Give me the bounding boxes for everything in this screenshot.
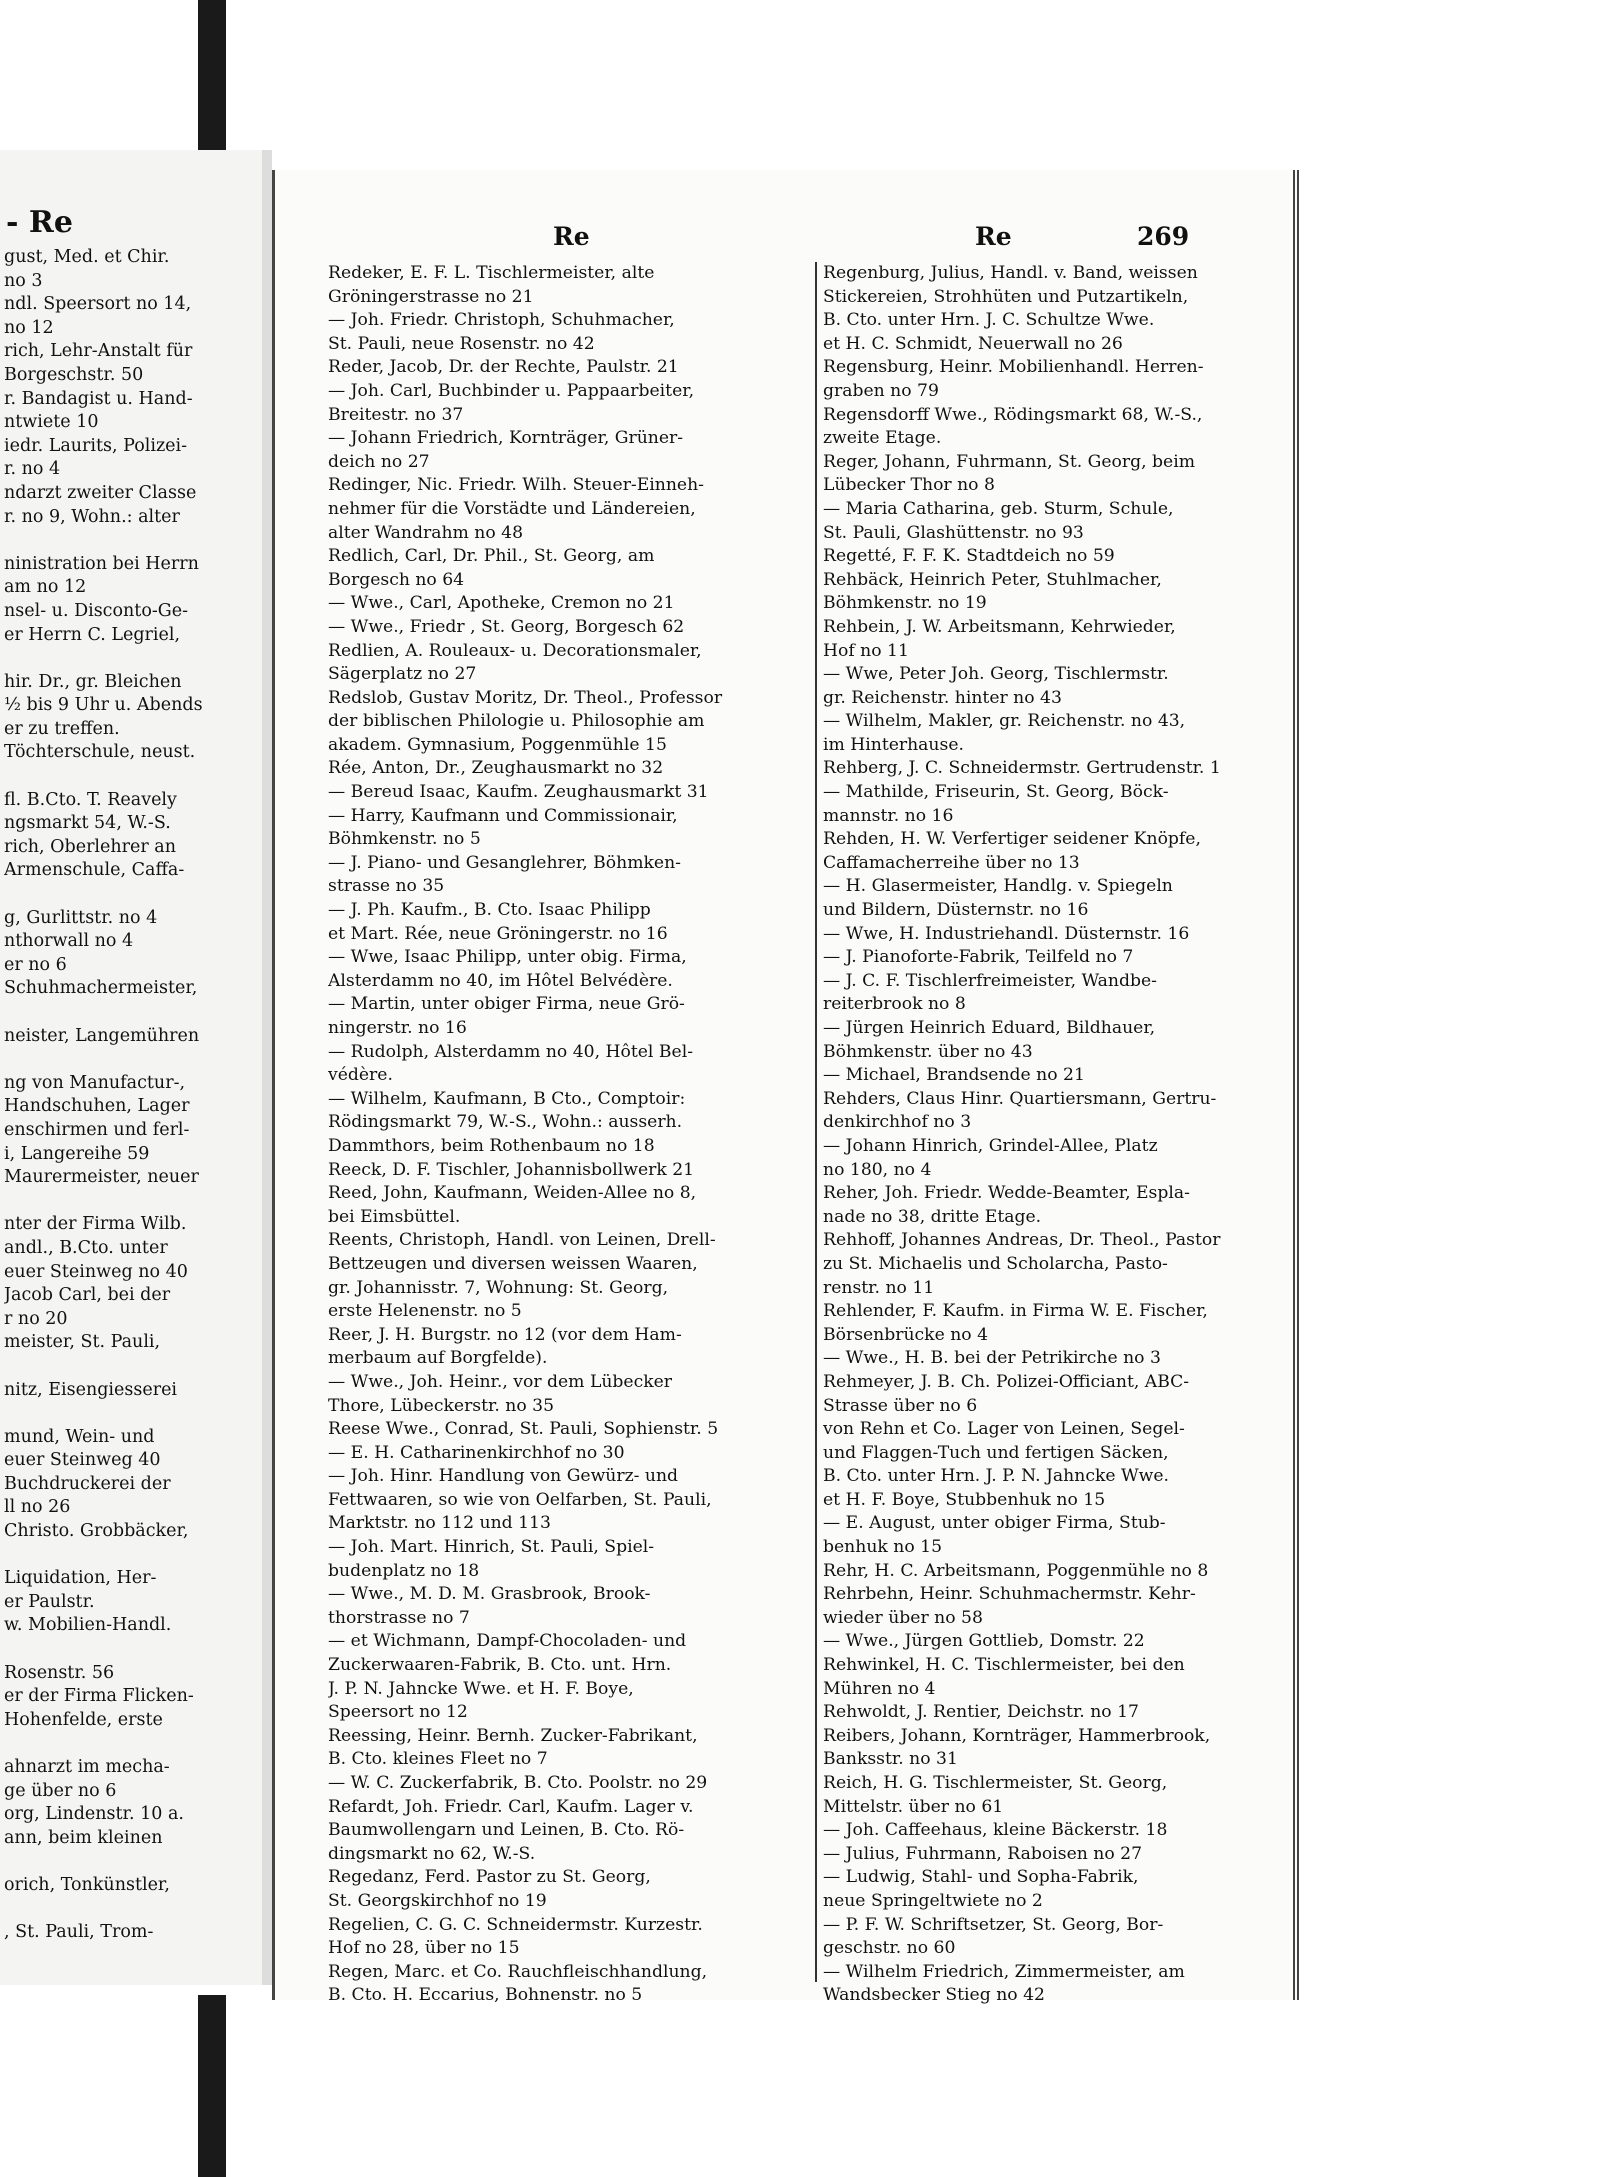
left-page-line: ndarzt zweiter Classe [4, 482, 197, 503]
directory-entry-line: gr. Reichenstr. hinter no 43 [823, 687, 1062, 708]
directory-entry-line: — J. Pianoforte-Fabrik, Teilfeld no 7 [823, 947, 1134, 968]
header-left-letters: Re [553, 222, 590, 251]
directory-entry-line: — Wwe., Friedr , St. Georg, Borgesch 62 [328, 616, 685, 637]
book-gutter [262, 150, 272, 1985]
left-page-line [4, 765, 265, 789]
left-page-line [4, 1850, 265, 1874]
page-number: 269 [1137, 222, 1190, 251]
left-page-line: Jacob Carl, bei der [4, 1285, 171, 1306]
directory-entry-line: Redlien, A. Rouleaux- u. Decorationsmaler, [328, 640, 702, 661]
directory-entry-line: Rödingsmarkt 79, W.-S., Wohn.: ausserh. [328, 1112, 683, 1133]
header-right-letters: Re [975, 222, 1012, 251]
directory-entry-line: Rehbäck, Heinrich Peter, Stuhlmacher, [823, 569, 1162, 590]
directory-entry-line: — Wilhelm, Makler, gr. Reichenstr. no 43, [823, 711, 1186, 732]
left-page-line: orich, Tonkünstler, [4, 1874, 170, 1895]
directory-entry-line: — Joh. Hinr. Handlung von Gewürz- und [328, 1466, 679, 1487]
left-page-line: org, Lindenstr. 10 a. [4, 1804, 184, 1825]
directory-entry-line: — Rudolph, Alsterdamm no 40, Hôtel Bel- [328, 1041, 693, 1062]
directory-entry-line: et Mart. Rée, neue Gröningerstr. no 16 [328, 923, 668, 944]
directory-entry-line: — Julius, Fuhrmann, Raboisen no 27 [823, 1843, 1143, 1864]
directory-entry-line: Börsenbrücke no 4 [823, 1324, 989, 1345]
left-page-line: Liquidation, Her- [4, 1568, 157, 1589]
left-page-line: ninistration bei Herrn [4, 553, 199, 574]
directory-entry-line: der biblischen Philologie u. Philosophie am [328, 711, 705, 732]
directory-entry-line: St. Pauli, Glashüttenstr. no 93 [823, 522, 1084, 543]
directory-entry-line: — Michael, Brandsende no 21 [823, 1065, 1085, 1086]
directory-entry-line: no 180, no 4 [823, 1159, 932, 1180]
directory-column-2 [823, 262, 1309, 2008]
directory-entry-line: wieder über no 58 [823, 1607, 983, 1628]
left-page-line: er Paulstr. [4, 1591, 95, 1612]
directory-entry-line: Redeker, E. F. L. Tischlermeister, alte [328, 263, 655, 283]
left-page-line: meister, St. Pauli, [4, 1332, 161, 1353]
directory-entry-line: nade no 38, dritte Etage. [823, 1206, 1042, 1227]
directory-entry-line: Fettwaaren, so wie von Oelfarben, St. Pauli, [328, 1489, 712, 1510]
directory-entry-line: Wandsbecker Stieg no 42 [823, 1985, 1045, 2006]
directory-entry-line: Reich, H. G. Tischlermeister, St. Georg, [823, 1773, 1168, 1793]
left-page-line: r. no 4 [4, 459, 61, 480]
directory-entry-line: neue Springeltwiete no 2 [823, 1890, 1043, 1911]
directory-entry-line: Rehhoff, Johannes Andreas, Dr. Theol., Pastor [823, 1230, 1221, 1251]
left-page-line: euer Steinweg no 40 [4, 1261, 188, 1282]
directory-entry-line: — Martin, unter obiger Firma, neue Grö- [328, 994, 685, 1015]
left-page-line: Borgeschstr. 50 [4, 364, 144, 385]
left-page-line: r no 20 [4, 1308, 68, 1329]
directory-entry-line: — J. Piano- und Gesanglehrer, Böhmken- [328, 852, 681, 873]
directory-entry-line: — P. F. W. Schriftsetzer, St. Georg, Bor- [823, 1914, 1164, 1935]
left-page-line: ndl. Speersort no 14, [4, 294, 192, 315]
left-page-line [4, 883, 265, 907]
directory-entry-line: — Jürgen Heinrich Eduard, Bildhauer, [823, 1018, 1156, 1038]
directory-entry-line: graben no 79 [823, 380, 939, 401]
directory-entry-line: St. Pauli, neue Rosenstr. no 42 [328, 333, 595, 354]
directory-entry-line: — Joh. Friedr. Christoph, Schuhmacher, [328, 310, 675, 331]
left-page-line: am no 12 [4, 577, 87, 598]
directory-entry-line: Hof no 28, über no 15 [328, 1938, 520, 1959]
left-page-line: nitz, Eisengiesserei [4, 1379, 178, 1400]
directory-entry-line: — Maria Catharina, geb. Sturm, Schule, [823, 498, 1174, 519]
directory-entry-line: ningerstr. no 16 [328, 1018, 467, 1038]
directory-entry-line: et H. F. Boye, Stubbenhuk no 15 [823, 1489, 1106, 1510]
directory-entry-line: — Wwe, H. Industriehandl. Düsternstr. 16 [823, 923, 1190, 944]
directory-entry-line: Speersort no 12 [328, 1702, 468, 1723]
directory-column-1 [328, 262, 814, 2008]
directory-entry-line: Reents, Christoph, Handl. von Leinen, Drell- [328, 1230, 716, 1251]
left-page-line: fl. B.Cto. T. Reavely [4, 789, 177, 810]
directory-entry-line: Caffamacherreihe über no 13 [823, 852, 1080, 873]
directory-entry-line: Böhmkenstr. über no 43 [823, 1041, 1033, 1062]
directory-entry-line: Reed, John, Kaufmann, Weiden-Allee no 8, [328, 1183, 697, 1204]
directory-entry-line: Hof no 11 [823, 640, 909, 661]
left-page-line: Hohenfelde, erste [4, 1709, 163, 1730]
left-page-line [4, 1402, 265, 1426]
directory-entry-line: Reese Wwe., Conrad, St. Pauli, Sophienstr. 5 [328, 1419, 719, 1440]
left-page-line [4, 1001, 265, 1025]
left-page-line: Handschuhen, Lager [4, 1096, 190, 1117]
left-page-line: gust, Med. et Chir. [4, 247, 170, 267]
directory-entry-line: — J. C. F. Tischlerfreimeister, Wandbe- [823, 970, 1157, 991]
left-page-line: er der Firma Flicken- [4, 1686, 194, 1707]
left-page-line: no 12 [4, 317, 54, 338]
directory-entry-line: Zuckerwaaren-Fabrik, B. Cto. unt. Hrn. [328, 1655, 672, 1676]
directory-entry-line: Böhmkenstr. no 19 [823, 593, 987, 614]
left-page-line: iedr. Laurits, Polizei- [4, 435, 188, 456]
directory-entry-line: Regen, Marc. et Co. Rauchfleischhandlung, [328, 1961, 708, 1982]
directory-entry-line: St. Georgskirchhof no 19 [328, 1890, 547, 1911]
left-page-line: nter der Firma Wilb. [4, 1214, 187, 1235]
left-page-line: rich, Oberlehrer an [4, 836, 177, 857]
left-page-line: Buchdruckerei der [4, 1473, 171, 1494]
directory-entry-line: Regenburg, Julius, Handl. v. Band, weissen [823, 263, 1198, 283]
directory-entry-line: Borgesch no 64 [328, 569, 465, 590]
left-page-line: Christo. Grobbäcker, [4, 1521, 189, 1542]
directory-entry-line: B. Cto. kleines Fleet no 7 [328, 1749, 548, 1770]
directory-entry-line: — Joh. Carl, Buchbinder u. Pappaarbeiter, [328, 380, 695, 401]
directory-entry-line: benhuk no 15 [823, 1537, 943, 1558]
directory-entry-line: von Rehn et Co. Lager von Leinen, Segel- [823, 1419, 1185, 1440]
directory-entry-line: — Wwe., Jürgen Gottlieb, Domstr. 22 [823, 1631, 1145, 1652]
directory-entry-line: — J. Ph. Kaufm., B. Cto. Isaac Philipp [328, 900, 651, 921]
directory-entry-line: — Wwe., Joh. Heinr., vor dem Lübecker [328, 1371, 673, 1392]
directory-entry-line: — Joh. Mart. Hinrich, St. Pauli, Spiel- [328, 1537, 655, 1558]
directory-entry-line: nehmer für die Vorstädte und Ländereien, [328, 498, 696, 519]
left-page-header: - Re [6, 205, 73, 240]
left-page-line: Rosenstr. 56 [4, 1662, 115, 1683]
directory-entry-line: Mühren no 4 [823, 1678, 936, 1699]
directory-entry-line: im Hinterhause. [823, 734, 964, 755]
directory-entry-line: et H. C. Schmidt, Neuerwall no 26 [823, 333, 1123, 354]
directory-entry-line: Strasse über no 6 [823, 1395, 978, 1416]
left-page-lines [4, 246, 265, 1945]
directory-entry-line: B. Cto. H. Eccarius, Bohnenstr. no 5 [328, 1985, 643, 2006]
left-page-line [4, 647, 265, 671]
left-page-line: ann, beim kleinen [4, 1827, 163, 1848]
directory-entry-line: — Wilhelm, Kaufmann, B Cto., Comptoir: [328, 1088, 686, 1109]
left-page-line: r. Bandagist u. Hand- [4, 388, 193, 409]
left-page-line [4, 1355, 265, 1379]
left-page-line: no 3 [4, 270, 43, 291]
directory-entry-line: Rehbein, J. W. Arbeitsmann, Kehrwieder, [823, 616, 1176, 637]
left-page-line: euer Steinweg 40 [4, 1450, 161, 1471]
left-page-line: i, Langereihe 59 [4, 1143, 150, 1164]
directory-entry-line: — Wwe., Carl, Apotheke, Cremon no 21 [328, 593, 675, 614]
directory-entry-line: Rehberg, J. C. Schneidermstr. Gertrudenstr. 1 [823, 758, 1221, 779]
directory-entry-line: — Johann Hinrich, Grindel-Allee, Platz [823, 1135, 1158, 1156]
directory-entry-line: mannstr. no 16 [823, 805, 954, 826]
left-page-line [4, 1898, 265, 1922]
directory-entry-line: Sägerplatz no 27 [328, 664, 477, 685]
left-page-line: er Herrn C. Legriel, [4, 624, 181, 645]
directory-entry-line: Thore, Lübeckerstr. no 35 [328, 1395, 555, 1416]
directory-entry-line: Reher, Joh. Friedr. Wedde-Beamter, Espla- [823, 1183, 1190, 1204]
left-page-line [4, 1048, 265, 1072]
directory-entry-line: gr. Johannisstr. 7, Wohnung: St. Georg, [328, 1277, 669, 1298]
directory-entry-line: Stickereien, Strohhüten und Putzartikeln, [823, 286, 1189, 307]
directory-entry-line: Redinger, Nic. Friedr. Wilh. Steuer-Einneh- [328, 475, 704, 496]
directory-entry-line: und Bildern, Düsternstr. no 16 [823, 900, 1089, 921]
left-page-line: ng von Manufactur-, [4, 1072, 186, 1093]
left-page-line [4, 1732, 265, 1756]
directory-entry-line: budenplatz no 18 [328, 1560, 480, 1581]
directory-entry-line: Reer, J. H. Burgstr. no 12 (vor dem Ham- [328, 1324, 682, 1345]
directory-entry-line: — Bereud Isaac, Kaufm. Zeughausmarkt 31 [328, 782, 709, 803]
directory-entry-line: Banksstr. no 31 [823, 1749, 958, 1770]
binding-strip-bottom [198, 1995, 226, 2177]
left-page-line: r. no 9, Wohn.: alter [4, 506, 180, 527]
directory-entry-line: strasse no 35 [328, 876, 445, 897]
directory-entry-line: Baumwollengarn und Leinen, B. Cto. Rö- [328, 1820, 685, 1841]
directory-entry-line: Regetté, F. F. K. Stadtdeich no 59 [823, 546, 1115, 567]
directory-entry-line: Regedanz, Ferd. Pastor zu St. Georg, [328, 1867, 651, 1888]
left-page-line: , St. Pauli, Trom- [4, 1922, 154, 1943]
left-page-line: nsel- u. Disconto-Ge- [4, 600, 189, 621]
directory-entry-line: — Mathilde, Friseurin, St. Georg, Böck- [823, 782, 1169, 803]
left-page-line: ½ bis 9 Uhr u. Abends [4, 695, 203, 716]
directory-entry-line: — Johann Friedrich, Kornträger, Grüner- [328, 428, 684, 449]
directory-entry-line: — et Wichmann, Dampf-Chocoladen- und [328, 1631, 687, 1652]
left-page-line: ntwiete 10 [4, 412, 99, 433]
directory-entry-line: zweite Etage. [823, 428, 942, 449]
directory-entry-line: Mittelstr. über no 61 [823, 1796, 1004, 1817]
directory-entry-line: Reessing, Heinr. Bernh. Zucker-Fabrikant, [328, 1725, 698, 1746]
directory-entry-line: Böhmkenstr. no 5 [328, 829, 481, 850]
directory-entry-line: — E. H. Catharinenkirchhof no 30 [328, 1442, 625, 1463]
directory-entry-line: B. Cto. unter Hrn. J. C. Schultze Wwe. [823, 310, 1155, 331]
directory-entry-line: — Joh. Caffeehaus, kleine Bäckerstr. 18 [823, 1820, 1168, 1841]
directory-entry-line: B. Cto. unter Hrn. J. P. N. Jahncke Wwe. [823, 1466, 1170, 1487]
directory-entry-line: Reibers, Johann, Kornträger, Hammerbrook, [823, 1725, 1211, 1746]
directory-entry-line: — W. C. Zuckerfabrik, B. Cto. Poolstr. no 29 [328, 1773, 708, 1793]
directory-entry-line: — Wilhelm Friedrich, Zimmermeister, am [823, 1961, 1185, 1982]
left-page-line: Schuhmachermeister, [4, 978, 198, 999]
left-page-line: ge über no 6 [4, 1780, 117, 1801]
directory-entry-line: Gröningerstrasse no 21 [328, 286, 534, 307]
directory-entry-line: und Flaggen-Tuch und fertigen Säcken, [823, 1442, 1169, 1463]
left-page-line [4, 529, 265, 553]
left-page [0, 150, 265, 1985]
directory-entry-line: Lübecker Thor no 8 [823, 475, 995, 496]
directory-entry-line: deich no 27 [328, 451, 430, 472]
directory-entry-line: renstr. no 11 [823, 1277, 935, 1298]
left-page-line: Maurermeister, neuer [4, 1167, 199, 1188]
left-page-line: rich, Lehr-Anstalt für [4, 341, 193, 362]
directory-entry-line: — Wwe., H. B. bei der Petrikirche no 3 [823, 1348, 1161, 1369]
directory-entry-line: reiterbrook no 8 [823, 994, 966, 1015]
directory-entry-line: Rehwoldt, J. Rentier, Deichstr. no 17 [823, 1702, 1139, 1723]
left-page-line: neister, Langemühren [4, 1025, 200, 1046]
directory-entry-line: — Harry, Kaufmann und Commissionair, [328, 805, 678, 826]
directory-entry-line: Dammthors, beim Rothenbaum no 18 [328, 1135, 655, 1156]
directory-entry-line: Rehmeyer, J. B. Ch. Polizei-Officiant, ABC- [823, 1371, 1190, 1392]
directory-entry-line: Redslob, Gustav Moritz, Dr. Theol., Professor [328, 687, 723, 708]
directory-entry-line: — Ludwig, Stahl- und Sopha-Fabrik, [823, 1867, 1139, 1888]
left-page-line: andl., B.Cto. unter [4, 1237, 168, 1258]
left-page-line: g, Gurlittstr. no 4 [4, 907, 158, 928]
directory-entry-line: zu St. Michaelis und Scholarcha, Pasto- [823, 1253, 1168, 1274]
directory-entry-line: bei Eimsbüttel. [328, 1206, 461, 1227]
left-page-line: ngsmarkt 54, W.-S. [4, 813, 171, 834]
directory-entry-line: akadem. Gymnasium, Poggenmühle 15 [328, 734, 667, 755]
directory-entry-line: Bettzeugen und diversen weissen Waaren, [328, 1253, 698, 1274]
directory-entry-line: Rehden, H. W. Verfertiger seidener Knöpfe, [823, 829, 1201, 850]
directory-entry-line: denkirchhof no 3 [823, 1112, 972, 1133]
directory-entry-line: Reeck, D. F. Tischler, Johannisbollwerk 21 [328, 1159, 695, 1180]
left-page-line: Töchterschule, neust. [4, 742, 196, 763]
directory-entry-line: Marktstr. no 112 und 113 [328, 1513, 551, 1534]
directory-entry-line: Breitestr. no 37 [328, 404, 464, 425]
left-page-line: nthorwall no 4 [4, 931, 134, 952]
directory-entry-line: J. P. N. Jahncke Wwe. et H. F. Boye, [328, 1678, 634, 1699]
left-page-line: ll no 26 [4, 1497, 71, 1518]
directory-entry-line: Rehwinkel, H. C. Tischlermeister, bei den [823, 1655, 1185, 1676]
column-divider [815, 262, 817, 1982]
left-page-line: w. Mobilien-Handl. [4, 1615, 172, 1636]
directory-entry-line: védère. [328, 1065, 393, 1086]
directory-entry-line: Rehlender, F. Kaufm. in Firma W. E. Fischer, [823, 1301, 1208, 1322]
directory-entry-line: alter Wandrahm no 48 [328, 522, 524, 543]
directory-entry-line: Alsterdamm no 40, im Hôtel Belvédère. [328, 970, 673, 991]
directory-entry-line: Refardt, Joh. Friedr. Carl, Kaufm. Lager v. [328, 1796, 694, 1817]
directory-entry-line: Reger, Johann, Fuhrmann, St. Georg, beim [823, 451, 1196, 472]
left-page-line [4, 1638, 265, 1662]
directory-entry-line: erste Helenenstr. no 5 [328, 1301, 522, 1322]
directory-entry-line: thorstrasse no 7 [328, 1607, 470, 1628]
directory-entry-line: — E. August, unter obiger Firma, Stub- [823, 1513, 1166, 1534]
left-page-line: enschirmen und ferl- [4, 1119, 190, 1140]
left-page-line: Armenschule, Caffa- [4, 860, 185, 881]
directory-entry-line: geschstr. no 60 [823, 1938, 956, 1959]
left-page-line: mund, Wein- und [4, 1426, 155, 1447]
left-page-line: hir. Dr., gr. Bleichen [4, 671, 182, 692]
directory-entry-line: dingsmarkt no 62, W.-S. [328, 1843, 536, 1864]
left-page-line: ahnarzt im mecha- [4, 1757, 170, 1777]
right-page [272, 170, 1299, 2006]
directory-entry-line: merbaum auf Borgfelde). [328, 1348, 548, 1369]
left-page-line [4, 1190, 265, 1214]
directory-entry-line: Rée, Anton, Dr., Zeughausmarkt no 32 [328, 758, 664, 779]
directory-entry-line: Rehders, Claus Hinr. Quartiersmann, Gertru- [823, 1088, 1217, 1109]
directory-entry-line: Rehr, H. C. Arbeitsmann, Poggenmühle no 8 [823, 1560, 1209, 1581]
directory-entry-line: — Wwe, Isaac Philipp, unter obig. Firma, [328, 947, 687, 968]
directory-entry-line: Rehrbehn, Heinr. Schuhmachermstr. Kehr- [823, 1584, 1196, 1605]
directory-entry-line: Regensburg, Heinr. Mobilienhandl. Herren- [823, 357, 1204, 378]
left-page-line: er no 6 [4, 954, 67, 975]
directory-entry-line: — Wwe., M. D. M. Grasbrook, Brook- [328, 1584, 651, 1605]
left-page-line [4, 1544, 265, 1568]
left-page-line: er zu treffen. [4, 718, 120, 739]
directory-entry-line: Reder, Jacob, Dr. der Rechte, Paulstr. 21 [328, 357, 679, 378]
directory-entry-line: — Wwe, Peter Joh. Georg, Tischlermstr. [823, 664, 1169, 685]
directory-entry-line: Regelien, C. G. C. Schneidermstr. Kurzestr. [328, 1914, 703, 1935]
directory-entry-line: — H. Glasermeister, Handlg. v. Spiegeln [823, 876, 1173, 897]
directory-entry-line: Regensdorff Wwe., Rödingsmarkt 68, W.-S., [823, 404, 1203, 425]
directory-entry-line: Redlich, Carl, Dr. Phil., St. Georg, am [328, 546, 655, 567]
